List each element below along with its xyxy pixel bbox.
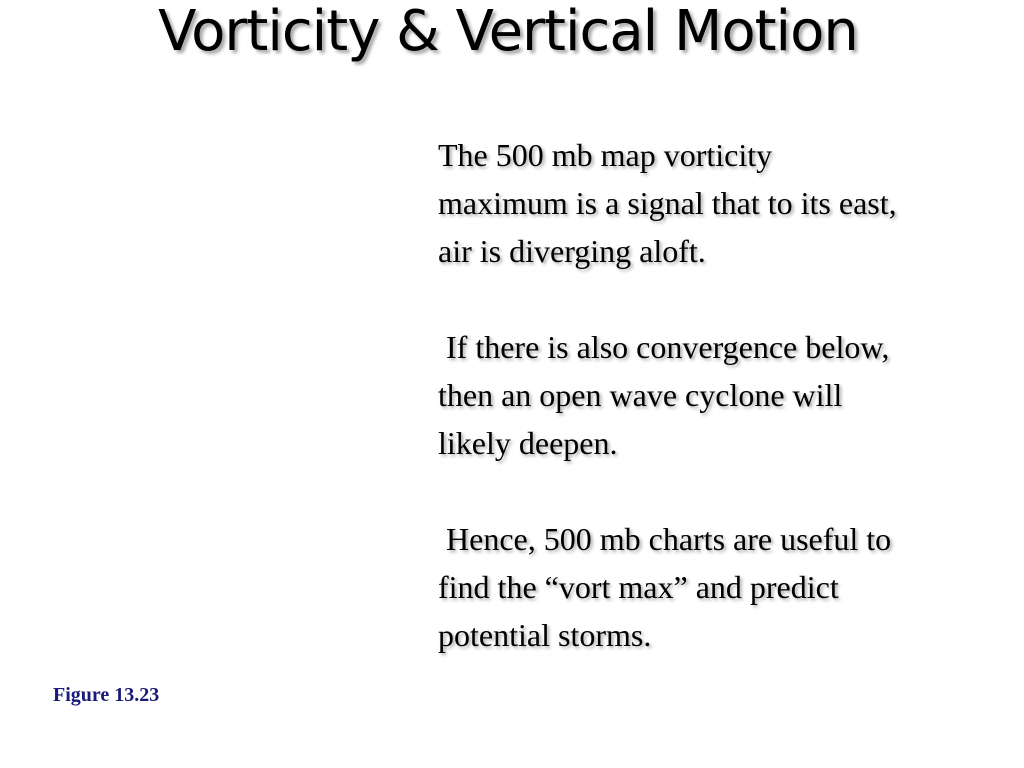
figure-caption: Figure 13.23 — [53, 684, 160, 706]
paragraph-gap — [438, 275, 1018, 323]
paragraph-vort-max: The 500 mb map vorticity maximum is a signal that to its east, air is diverging aloft. — [438, 137, 897, 269]
paragraph-convergence: If there is also convergence below, then an open wave cyclone will likely deepen. — [438, 329, 890, 461]
slide-title: Vorticity & Vertical Motion — [158, 0, 858, 64]
paragraph-gap — [438, 467, 1018, 515]
slide-body — [438, 131, 1018, 659]
paragraph-conclusion: Hence, 500 mb charts are useful to find the “vort max” and predict potential storms. — [438, 521, 892, 653]
